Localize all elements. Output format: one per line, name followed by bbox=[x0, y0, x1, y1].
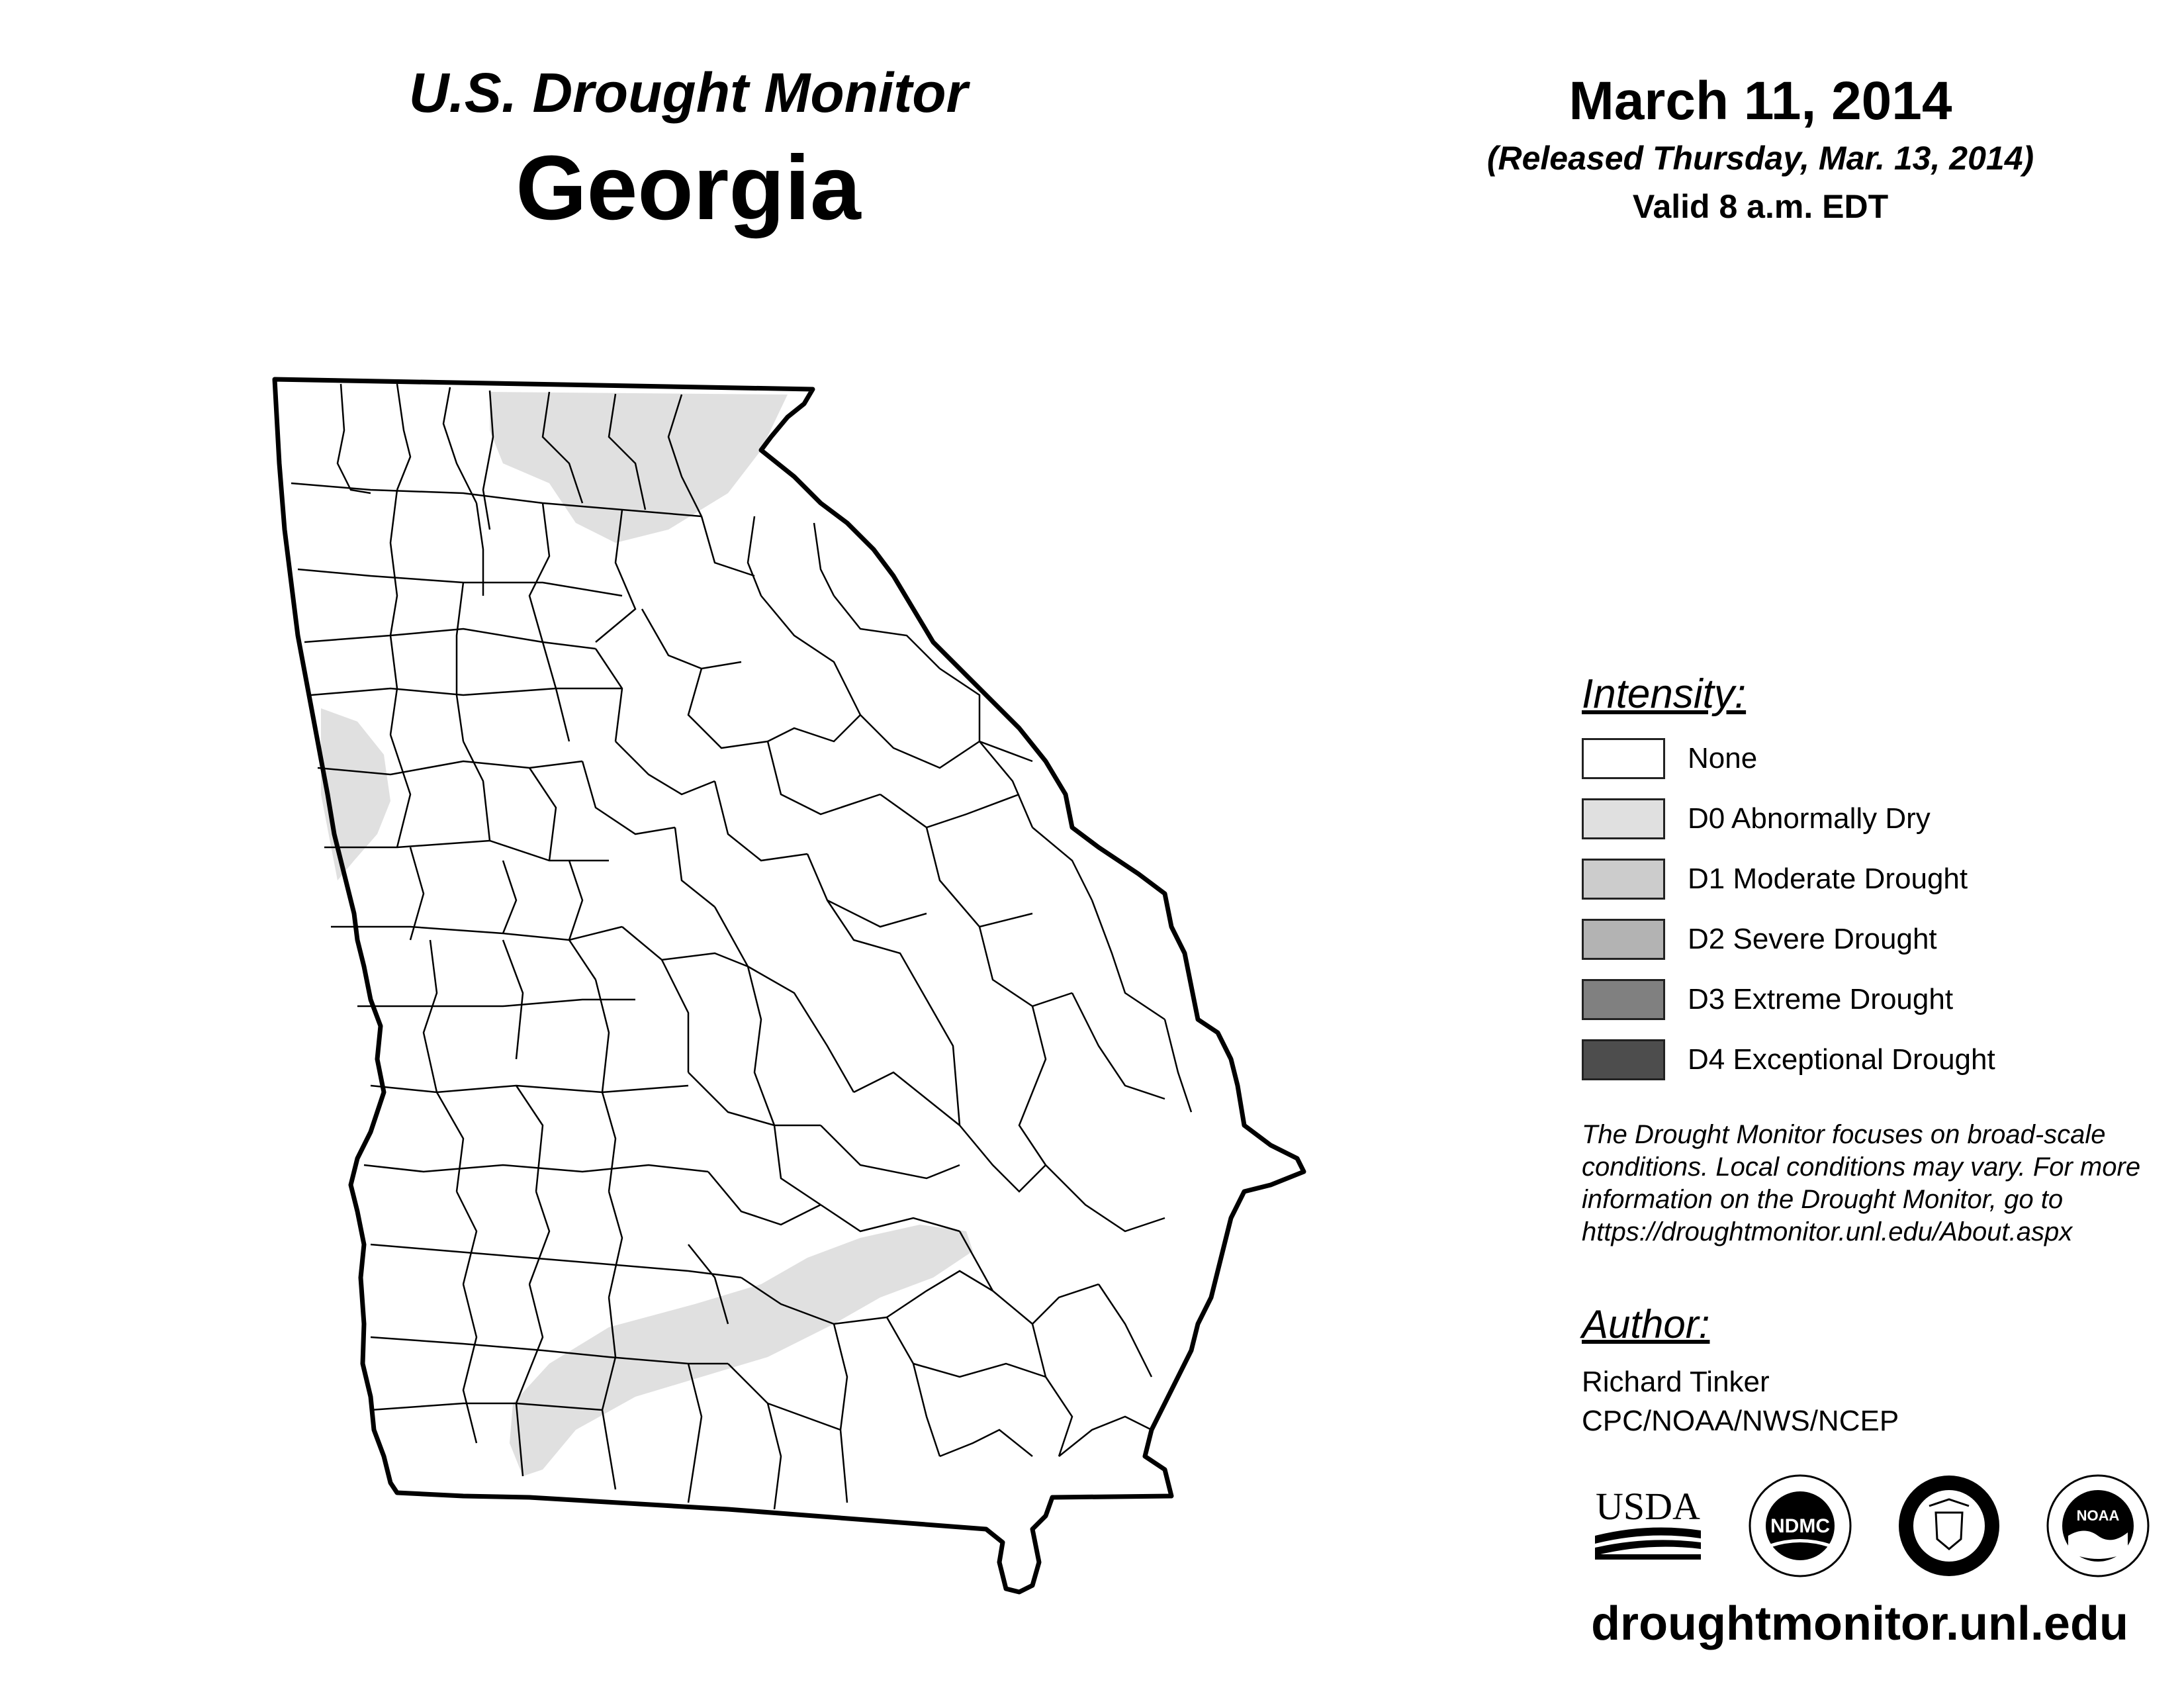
map-date: March 11, 2014 bbox=[1569, 71, 1952, 131]
legend-label: D4 Exceptional Drought bbox=[1688, 1043, 1995, 1076]
info-note: The Drought Monitor focuses on broad-scale conditions. Local conditions may vary. For more information on the Drought Monitor, go to https://droughtmonitor.unl.edu/About.aspx bbox=[1582, 1120, 2141, 1246]
legend-item-none bbox=[1582, 738, 2085, 780]
ndmc-logo-text: NDMC bbox=[1770, 1515, 1830, 1537]
georgia-outline bbox=[275, 379, 1304, 1592]
d0-area-west bbox=[321, 708, 390, 880]
legend-item-d4 bbox=[1582, 1039, 2085, 1082]
footer-url[interactable]: droughtmonitor.unl.edu bbox=[1591, 1597, 2128, 1650]
legend-item-d1 bbox=[1582, 859, 2085, 901]
usda-logo-text: USDA bbox=[1596, 1485, 1700, 1528]
legend-label: D0 Abnormally Dry bbox=[1688, 802, 1931, 835]
author-org: CPC/NOAA/NWS/NCEP bbox=[1582, 1405, 1899, 1437]
legend-swatch bbox=[1582, 798, 1665, 839]
legend-label: None bbox=[1688, 742, 1758, 774]
noaa-logo-text: NOAA bbox=[2076, 1507, 2120, 1524]
legend-label: D2 Severe Drought bbox=[1688, 923, 1937, 955]
legend-swatch bbox=[1582, 859, 1665, 900]
release-date: (Released Thursday, Mar. 13, 2014) bbox=[1486, 140, 2034, 177]
author-heading: Author: bbox=[1582, 1302, 1710, 1346]
noaa-logo bbox=[2045, 1473, 2151, 1579]
legend-item-d0 bbox=[1582, 798, 2085, 841]
legend-swatch bbox=[1582, 1039, 1665, 1080]
author-name: Richard Tinker bbox=[1582, 1366, 1770, 1398]
legend-label: D1 Moderate Drought bbox=[1688, 863, 1968, 895]
legend-heading: Intensity: bbox=[1582, 671, 1747, 717]
legend-item-d3 bbox=[1582, 979, 2085, 1021]
legend-label: D3 Extreme Drought bbox=[1688, 983, 1954, 1015]
state-name: Georgia bbox=[516, 137, 861, 239]
valid-time: Valid 8 a.m. EDT bbox=[1632, 188, 1889, 225]
legend-item-d2 bbox=[1582, 919, 2085, 961]
department-of-commerce-seal bbox=[1896, 1473, 2002, 1579]
ndmc-logo bbox=[1747, 1473, 1853, 1579]
legend-swatch bbox=[1582, 919, 1665, 960]
legend-swatch bbox=[1582, 979, 1665, 1020]
d0-area-north bbox=[490, 392, 788, 543]
legend-swatch bbox=[1582, 738, 1665, 779]
usda-logo bbox=[1592, 1483, 1704, 1562]
map-title: U.S. Drought Monitor bbox=[408, 62, 968, 124]
